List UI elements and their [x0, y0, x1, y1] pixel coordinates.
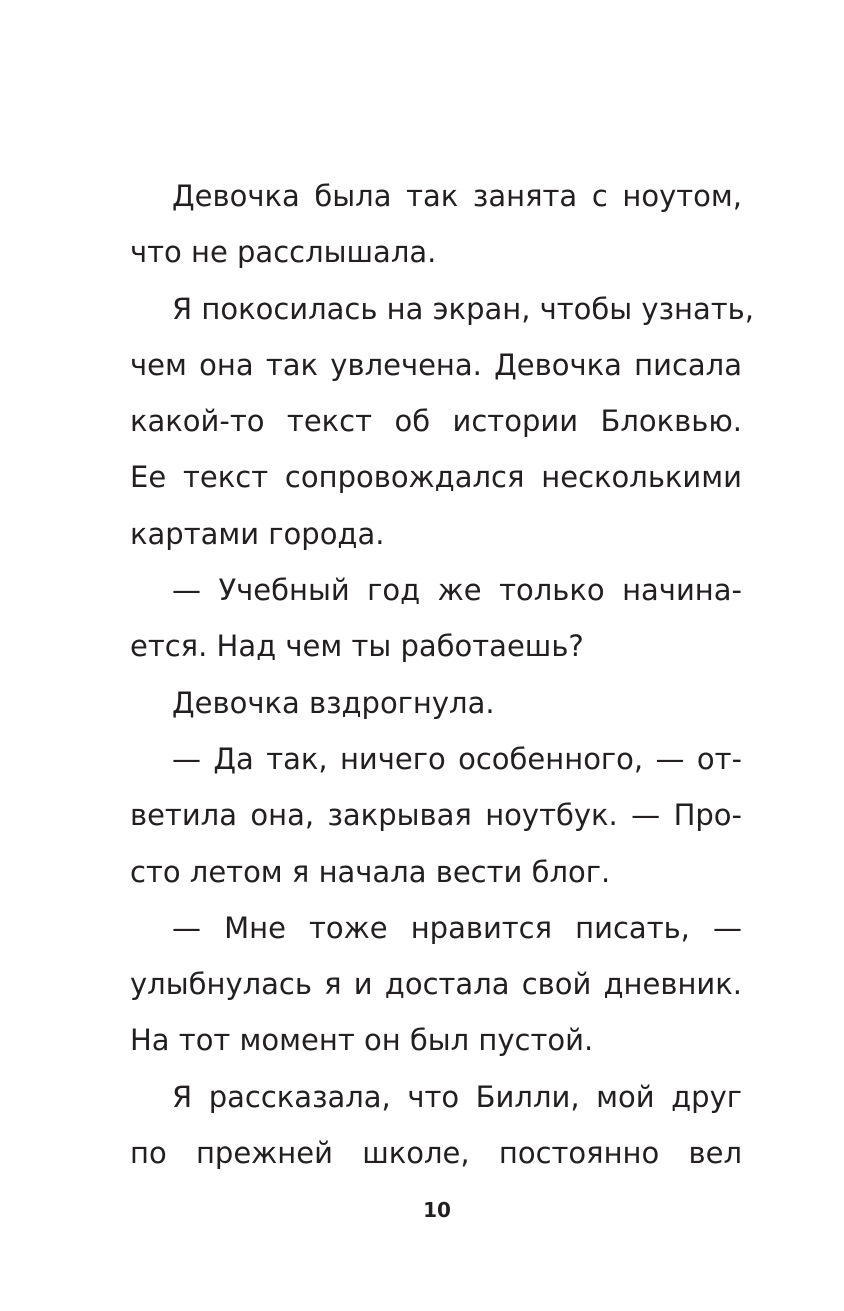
text-line: что не расслышала. — [130, 235, 437, 270]
text-line: сто летом я начала вести блог. — [130, 854, 611, 889]
text-line: — Учебный год же только начина- — [172, 573, 742, 608]
text-line: Девочка вздрогнула. — [172, 685, 495, 720]
text-line: ется. Над чем ты работаешь? — [130, 629, 584, 664]
page-number: 10 — [423, 1198, 451, 1222]
text-line: Я покосилась на экран, чтобы узнать, — [172, 291, 754, 326]
text-line: — Мне тоже нравится писать, — — [172, 910, 742, 945]
text-line: ветила она, закрывая ноутбук. — Про- — [130, 798, 742, 833]
text-line: — Да так, ничего особенного, — от- — [172, 741, 742, 776]
text-line: чем она так увлечена. Девочка писала — [130, 347, 742, 382]
text-line: улыбнулась я и достала свой дневник. — [130, 967, 742, 1002]
text-line: какой-то текст об истории Блоквью. — [130, 404, 742, 439]
text-line: Я рассказала, что Билли, мой друг — [172, 1079, 742, 1114]
body-text — [130, 168, 754, 1181]
text-line: картами города. — [130, 516, 385, 551]
text-line: Девочка была так занята с ноутом, — [172, 179, 742, 213]
text-line: Ее текст сопровождался несколькими — [130, 460, 742, 495]
text-line: по прежней школе, постоянно вел — [130, 1136, 742, 1171]
text-line: На тот момент он был пустой. — [130, 1023, 594, 1058]
